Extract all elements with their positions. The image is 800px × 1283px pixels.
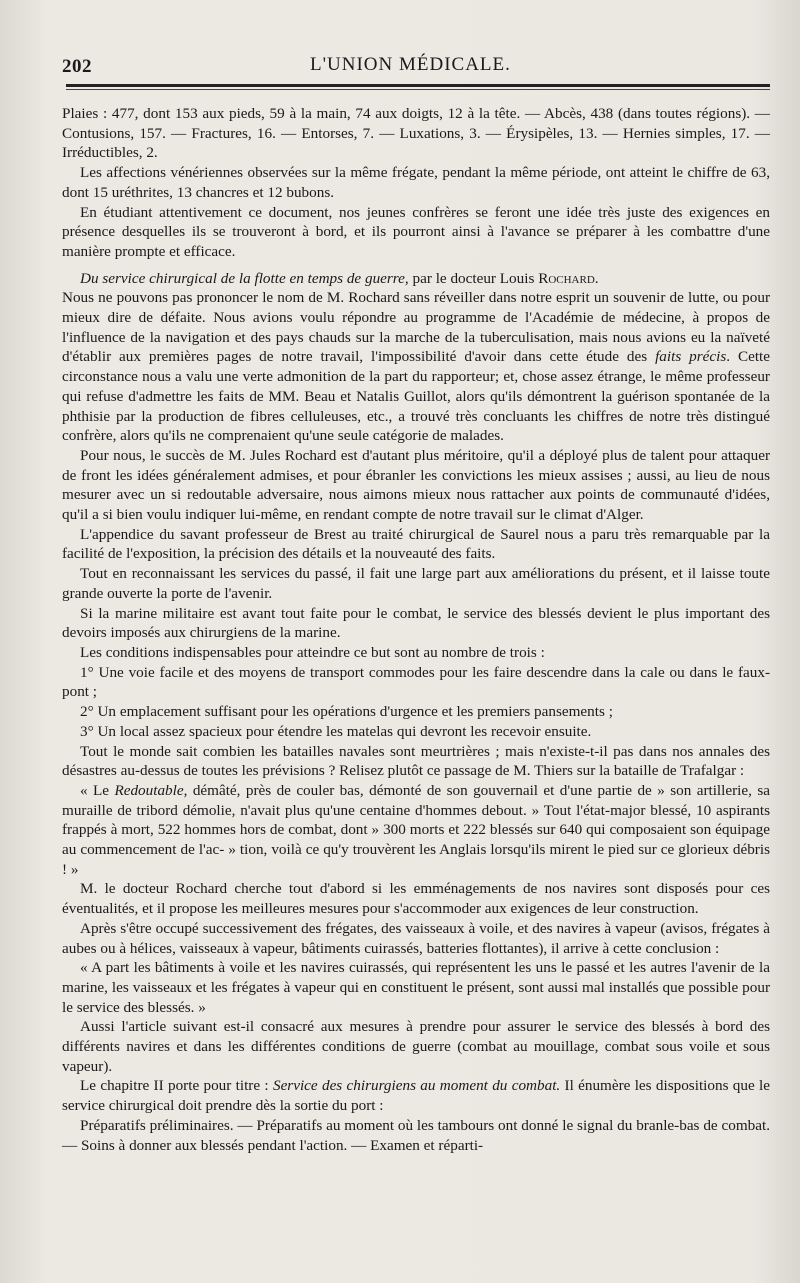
paragraph-military-navy: Si la marine militaire est avant tout faite pour le combat, le service des blessés devient le plus important des devoirs imposés aux chirurgiens de la marine. bbox=[62, 604, 770, 642]
paragraph-preparations: Préparatifs préliminaires. — Préparatifs au moment où les tambours ont donné le signal du branle-bas de combat. — Soins à donner aux blessés pendant l'action. — Examen et réparti- bbox=[62, 1116, 770, 1154]
header-rule-thick bbox=[66, 84, 770, 87]
page-header bbox=[62, 48, 770, 84]
paragraph-success: Pour nous, le succès de M. Jules Rochard est d'autant plus méritoire, qu'il a déployé plus de talent pour attaquer de front les idées généralement admises, et pour ébranler les convictions les mieux assises ; aussi, au lieu de nous mesurer avec un si redoutable adversaire, nous aimons mieux nous rattacher aux points de communauté d'idées, qu'il a si bien voulu indiquer lui-même, en rendant compte de notre travail sur le climat d'Alger. bbox=[62, 446, 770, 524]
chapter-2-title: Service des chirurgiens au moment du combat. bbox=[272, 1077, 561, 1095]
quote-rest: , démâté, près de couler bas, démonté de son gouvernail et d'une partie de » son artillerie, sa muraille de tribord démolie, n'avait plus qu'une centaine d'hommes debout. » Tout l'état-major blessé, 10 aspirants frappés à mort, 522 hommes hors de combat, dont » 300 morts et 222 blessés sur 640 qui composaient son équipage au commencement de l'ac- » tion, voilà ce qu'y trouvèrent les Anglais lorsqu'ils mirent le pied sur ce glorieux débris ! » bbox=[62, 781, 770, 878]
paragraph-rochard-memory bbox=[62, 288, 770, 446]
paragraph-condition-3: 3° Un local assez spacieux pour étendre les matelas qui devront les recevoir ensuite. bbox=[80, 722, 592, 740]
chapter-2-rest: Il énumère les dispositions que le service chirurgical doit prendre dès la sortie du port : bbox=[62, 1077, 770, 1115]
quote-open: « Le bbox=[80, 781, 115, 799]
paragraph-appendix: L'appendice du savant professeur de Brest au traité chirurgical de Saurel nous a paru très remarquable par la facilité de l'exposition, la précision des détails et la nouveauté des faits. bbox=[62, 525, 770, 563]
redoutable-italic: Redoutable bbox=[114, 781, 184, 799]
paragraph-conclusion-quote: « A part les bâtiments à voile et les navires cuirassés, qui représentent les uns le passé et les autres l'avenir de la marine, les vaisseaux et les frégates à vapeur qui en constituent le présent, sont aussi mal installés que possible pour le service des blessés. » bbox=[62, 959, 770, 1016]
paragraph-conditions: Les conditions indispensables pour atteindre ce but sont au nombre de trois : bbox=[80, 643, 545, 661]
page-number: 202 bbox=[62, 56, 92, 77]
paragraph-condition-2: 2° Un emplacement suffisant pour les opérations d'urgence et les premiers pansements ; bbox=[80, 703, 613, 721]
book-title: Du service chirurgical de la flotte en temps de guerre, bbox=[80, 269, 409, 287]
paragraph-chapter-2 bbox=[62, 1076, 770, 1115]
article-body bbox=[62, 104, 770, 1155]
paragraph-rochard-search: M. le docteur Rochard cherche tout d'abord si les emménagements de nos navires sont disposés pour ces éventualités, et il propose les meilleures mesures pour s'accommoder aux exigences de leur construction. bbox=[62, 880, 770, 918]
paragraph-book-title bbox=[62, 269, 770, 289]
paragraph-ship-types: Après s'être occupé successivement des frégates, des vaisseaux à voile, et des navires à vapeur (avisos, frégates à aubes ou à hélices, vaisseaux à vapeur, bâtiments cuirassés, batteries flottantes), il arrive à cette conclusion : bbox=[62, 919, 770, 957]
paragraph-trafalgar-quote bbox=[62, 781, 770, 880]
header-rule-thin bbox=[66, 89, 770, 90]
paragraph-next-article: Aussi l'article suivant est-il consacré aux mesures à prendre pour assurer le service des blessés à bord des différents navires et dans les différentes conditions de guerre (combat au mouillage, combat sous voile et sous vapeur). bbox=[62, 1018, 770, 1075]
paragraph-rochard-memory-rest: . Cette circonstance nous a valu une verte admonition de la part du rapporteur; et, chose assez étrange, le même professeur qui refuse d'admettre les faits de MM. Beau et Natalis Guillot, alors qu'ils démontrent la guérison spontanée de la phthisie par la production de fibres celluleuses, etc., a trouvé très concluants les chiffres de notre très distingué confrère, alors qu'ils ne comprenaient qu'une seule catégorie de malades. bbox=[62, 348, 771, 445]
paragraph-naval-battles: Tout le monde sait combien les batailles navales sont meurtrières ; mais n'existe-t-il pas dans nos annales des désastres au-dessus de toutes les prévisions ? Relisez plutôt ce passage de M. Thiers sur la bataille de Trafalgar : bbox=[62, 742, 770, 780]
paragraph-condition-1: 1° Une voie facile et des moyens de transport commodes pour les faire descendre dans la cale ou dans le faux-pont ; bbox=[62, 663, 770, 701]
book-author: Rochard bbox=[538, 269, 595, 287]
paragraph-past-present: Tout en reconnaissant les services du passé, il fait une large part aux améliorations du présent, et il laisse toute grande ouverte la porte de l'avenir. bbox=[62, 565, 770, 602]
paragraph-document-study: En étudiant attentivement ce document, nos jeunes confrères se feront une idée très juste des exigences en présence desquelles ils se trouveront à bord, et ils pourront ainsi à l'avance se préparer à les combattre d'une manière prompte et efficace. bbox=[62, 203, 770, 260]
faits-precis-italic: faits précis bbox=[655, 348, 727, 366]
paragraph-rochard-memory-text: Nous ne pouvons pas prononcer le nom de M. Rochard sans réveiller dans notre esprit un souvenir de lutte, ou pour mieux dire de défaite. Nous avions voulu répondre au programme de l'Académie de médecine, à propos de l'influence de la navigation et des pays chauds sur la marche de la tuberculisation, mais nous avions eu la naïveté d'établir aux premières pages de notre travail, l'impossibilité d'avoir dans cette étude des bbox=[62, 289, 770, 366]
running-title: L'UNION MÉDICALE. bbox=[310, 54, 511, 75]
book-title-end: . bbox=[594, 269, 599, 287]
chapter-2-pre: Le chapitre II porte pour titre : bbox=[80, 1077, 273, 1095]
paragraph-venereal: Les affections vénériennes observées sur la même frégate, pendant la même période, ont atteint le chiffre de 63, dont 15 uréthrites, 13 chancres et 12 bubons. bbox=[62, 164, 770, 201]
paragraph-statistics: Plaies : 477, dont 153 aux pieds, 59 à la main, 74 aux doigts, 12 à la tête. — Abcès, 438 (dans toutes régions). — Contusions, 157. — Fractures, 16. — Entorses, 7. — Luxations, 3. — Érysipèles, 13. — Hernies simples, 17. — Irréductibles, 2. bbox=[62, 105, 770, 162]
book-by: par le docteur Louis bbox=[408, 269, 539, 287]
